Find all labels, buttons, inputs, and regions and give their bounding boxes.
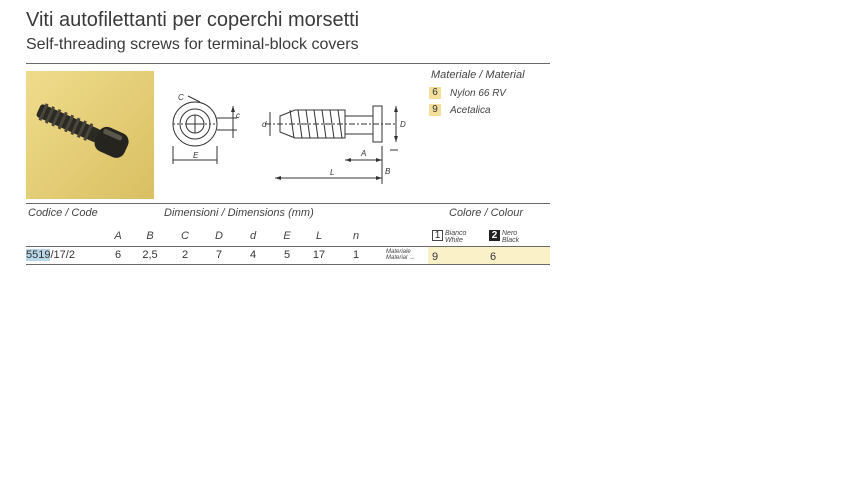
colour-black-header [489,230,519,244]
product-code-prefix: 5519 [26,249,51,261]
black-material-cell [486,247,550,264]
product-code-suffix: /17/2 [50,249,75,261]
value-D: 7 [215,249,223,261]
dim-label-c: c [236,111,240,120]
dim-letter-C: C [181,230,189,242]
table-row [26,247,550,264]
white-material-cell [428,247,486,264]
product-photo [26,71,154,199]
product-code[interactable] [26,247,75,264]
value-E: 5 [283,249,291,261]
dim-label-C: C [178,93,184,102]
dim-letter-d: d [249,230,257,242]
material-code-badge: 6 [429,87,441,99]
dim-label-L: L [330,168,335,177]
value-n: 1 [352,249,360,261]
material-row-label [386,249,415,261]
dim-label-A: A [361,149,367,158]
white-material-value: 9 [432,251,439,263]
material-code-badge: 9 [429,104,441,116]
dimensions-column-header: Dimensioni / Dimensions (mm) [164,207,314,219]
dim-letter-L: L [315,230,323,242]
material-legend-item [429,87,506,99]
material-label-en: Material → [386,255,416,261]
material-name: Nylon 66 RV [450,87,506,99]
colour-column-header: Colore / Colour [449,207,523,219]
material-legend-heading: Materiale / Material [431,69,525,81]
material-name: Acetalica [450,104,491,116]
dim-label-D: D [400,120,406,129]
dim-label-B: B [385,167,391,176]
dim-letter-E: E [283,230,291,242]
material-label-it: Materiale [386,249,411,255]
colour-white-it: Bianco [445,230,467,237]
value-B: 2,5 [142,249,158,261]
value-d: 4 [249,249,257,261]
colour-white-names [445,230,466,244]
colour-white-en: White [445,237,463,244]
page-title-english: Self-threading screws for terminal-block covers [26,36,359,53]
code-column-header: Codice / Code [28,207,98,219]
dim-label-E: E [193,151,199,160]
table-top-divider [26,203,550,204]
colour-black-en: Black [502,237,520,244]
dim-letter-A: A [114,230,122,242]
table-bottom-divider [26,264,550,265]
value-L: 17 [312,249,326,261]
screw-photo-image [26,71,154,199]
page-title-italian: Viti autofilettanti per coperchi morsetti [26,9,360,31]
dim-letter-B: B [146,230,154,242]
colour-black-it: Nero [502,230,518,237]
colour-black-names [502,230,519,244]
value-C: 2 [181,249,189,261]
colour-white-swatch: 1 [432,230,443,241]
title-divider [26,63,550,64]
value-A: 6 [114,249,122,261]
dim-letter-n: n [352,230,360,242]
dim-label-d: d [262,120,267,129]
colour-white-header [432,230,466,244]
colour-black-swatch: 2 [489,230,500,241]
dim-letter-D: D [215,230,223,242]
material-legend-item [429,104,491,116]
technical-drawing [160,84,410,184]
black-material-value: 6 [490,251,497,263]
